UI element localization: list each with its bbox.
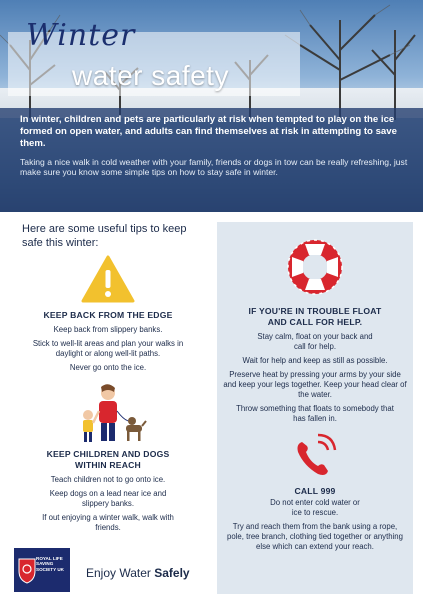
edge-line-3: Never go onto the ice.	[69, 363, 147, 372]
family-with-dog-icon	[68, 383, 148, 445]
call-title: CALL 999	[294, 486, 336, 496]
children-title-line-1: KEEP CHILDREN AND DOGS	[46, 449, 170, 459]
crest-icon	[17, 555, 37, 585]
phone-ringing-icon	[290, 432, 340, 480]
intro-panel	[0, 108, 423, 212]
float-title-line-1: IF YOU'RE IN TROUBLE FLOAT	[248, 306, 382, 316]
intro-bold-paragraph: In winter, children and pets are particularly at risk when tempted to play on the ice formed on open water, and adults can find themselves at risk in attempting to save them.	[20, 114, 397, 150]
section-children-dogs	[10, 383, 206, 533]
children-title-line-2: WITHIN REACH	[75, 460, 141, 470]
right-panel	[217, 222, 413, 594]
edge-title: KEEP BACK FROM THE EDGE	[43, 310, 173, 320]
hero-banner	[0, 0, 423, 212]
title-water-safety: water safety	[72, 60, 229, 91]
section-keep-back	[10, 254, 206, 373]
call-line-1: Do not enter cold water or ice to rescue.	[270, 498, 360, 517]
float-line-4: Throw something that floats to somebody that has fallen in.	[236, 404, 394, 423]
call-line-2: Try and reach them from the bank using a rope, pole, tree branch, clothing tied together or anything else which can extend your reach.	[227, 522, 403, 551]
section-call-999	[217, 432, 413, 552]
footer	[0, 540, 210, 600]
children-line-3: If out enjoying a winter walk, walk with friends.	[42, 513, 174, 532]
tips-heading: Here are some useful tips to keep safe this winter:	[22, 223, 187, 249]
left-column	[10, 254, 206, 533]
footer-slogan	[86, 566, 190, 580]
edge-line-1: Keep back from slippery banks.	[53, 325, 163, 334]
float-line-2: Wait for help and keep as still as possible.	[242, 356, 388, 365]
slogan-plain: Enjoy Water	[86, 566, 155, 580]
warning-triangle-icon	[81, 254, 135, 304]
float-line-1: Stay calm, float on your back and call for help.	[257, 332, 373, 351]
slogan-bold: Safely	[154, 566, 190, 580]
section-float	[217, 236, 413, 424]
rlss-logo	[14, 548, 70, 592]
title-script-winter: Winter	[26, 18, 136, 53]
children-line-1: Teach children not to go onto ice.	[50, 475, 166, 484]
intro-light-paragraph: Taking a nice walk in cold weather with your family, friends or dogs in tow can be really refreshing, just make sure you know some simple tips on how to stay safe in winter.	[20, 156, 408, 178]
float-line-3: Preserve heat by pressing your arms by your side and keep your legs together. Keep your head clear of the water.	[223, 370, 407, 399]
lifebuoy-icon	[284, 236, 346, 298]
float-title-line-2: AND CALL FOR HELP.	[267, 317, 363, 327]
children-line-2: Keep dogs on a lead near ice and slippery banks.	[49, 489, 167, 508]
edge-line-2: Stick to well-lit areas and plan your walks in daylight or along well-lit paths.	[32, 339, 184, 358]
logo-text: ROYAL LIFE SAVING SOCIETY UK	[36, 556, 64, 572]
